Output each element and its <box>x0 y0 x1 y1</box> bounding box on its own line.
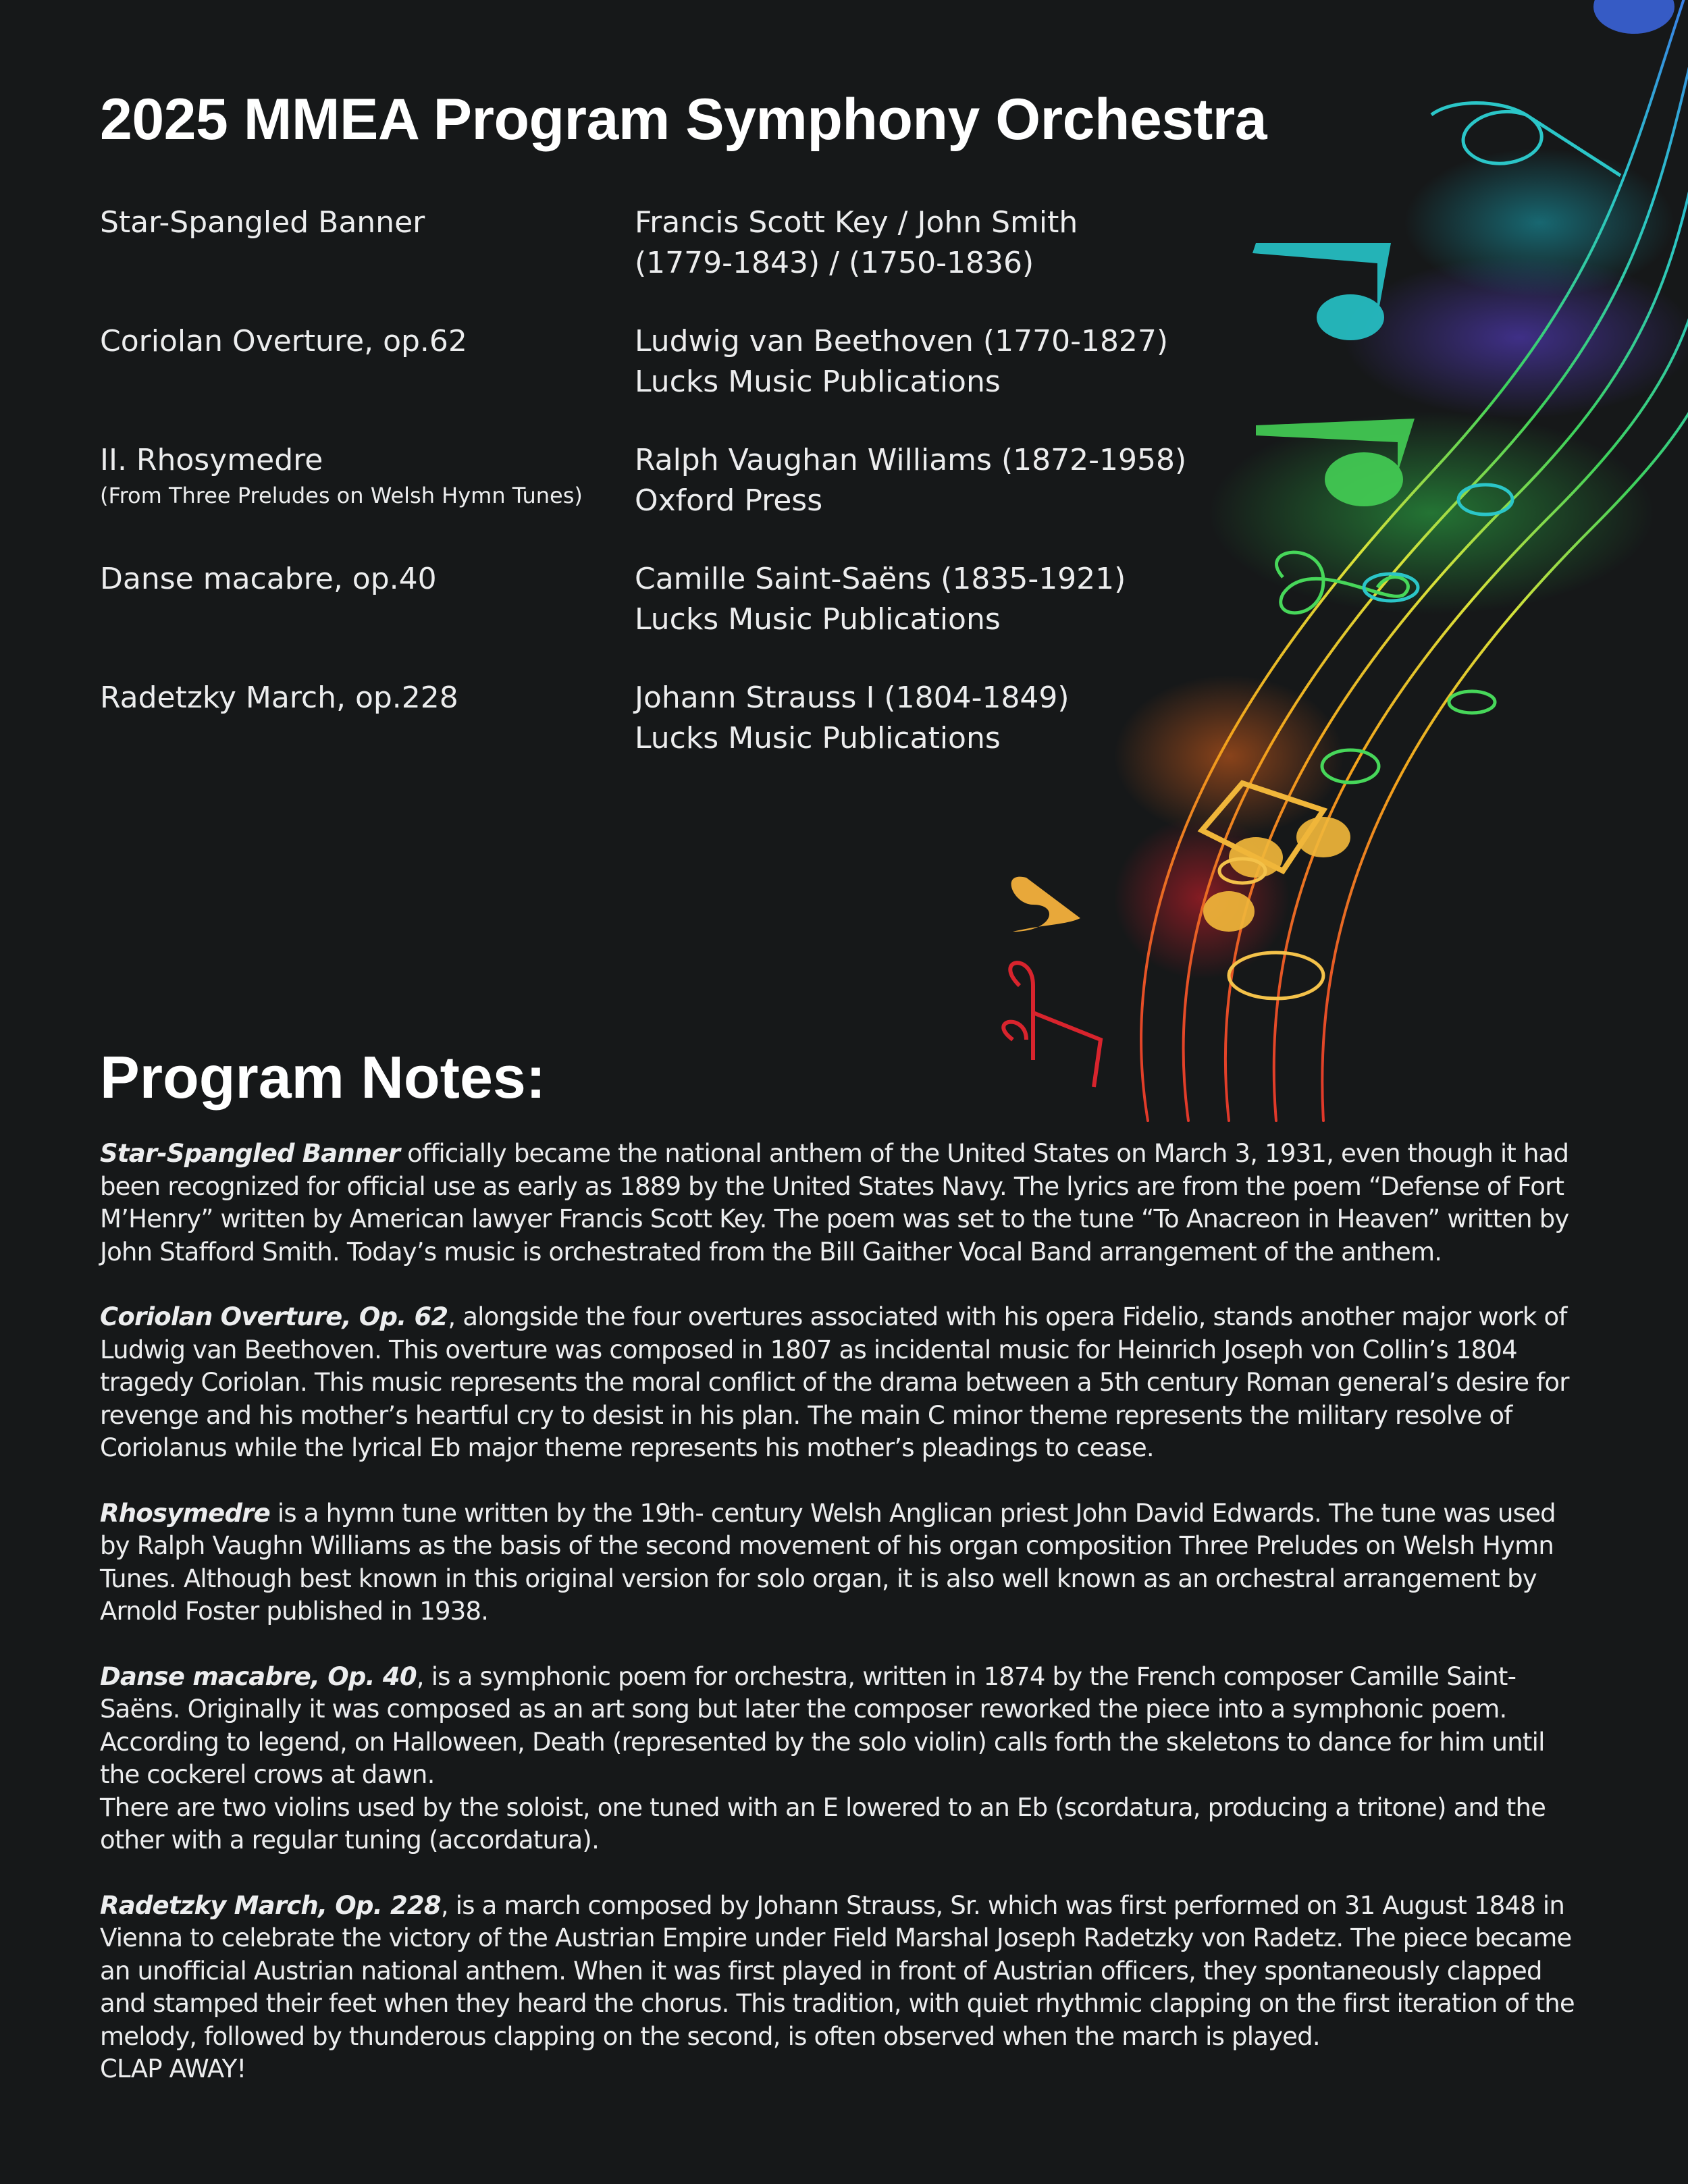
note-lead: Star-Spangled Banner <box>100 1139 400 1168</box>
piece-title <box>100 440 627 510</box>
note-text: , alongside the four overtures associated with his opera Fidelio, stands another major work of Ludwig van Beethoven. This overture was composed in 1807 as incidental music for Heinrich Joseph von Collin’s 1804 tragedy Coriolan. This music represents the moral conflict of the drama between a 5th century Roman general’s desire for revenge and his mother’s heartful cry to desist in his plan. The main C minor theme represents the military resolve of Coriolanus while the lyrical Eb major theme represents his mother’s pleadings to cease. <box>100 1302 1569 1462</box>
note-text: officially became the national anthem of the United States on March 3, 1931, even though it had been recognized for official use as early as 1889 by the United States Navy. The lyrics are from the poem “Defense of Fort M’Henry” written by American lawyer Francis Scott Key. The poem was set to the tune “To Anacreon in Heaven” written by John Stafford Smith. Today’s music is orchestrated from the Bill Gaither Vocal Band arrangement of the anthem. <box>100 1139 1569 1267</box>
note-lead: Rhosymedre <box>100 1498 270 1528</box>
piece-subtitle: (From Three Preludes on Welsh Hymn Tunes) <box>100 483 583 508</box>
note-paragraph <box>100 1661 1589 1857</box>
note-extra-line: There are two violins used by the soloist, one tuned with an E lowered to an Eb (scordatura, producing a tritone) and the other with a regular tuning (accordatura). <box>100 1792 1546 1855</box>
piece-title <box>100 203 627 243</box>
note-text: , is a symphonic poem for orchestra, written in 1874 by the French composer Camille Saint-Saëns. Originally it was composed as an art song but later the composer reworked the piece into a symphonic poem. According to legend, on Halloween, Death (represented by the solo violin) calls forth the skeletons to dance for him until the cockerel crows at dawn. <box>100 1661 1545 1789</box>
note-extra-line: CLAP AWAY! <box>100 2054 246 2083</box>
composer-info <box>635 678 1215 759</box>
note-paragraph <box>100 1497 1589 1628</box>
composer-line: Francis Scott Key / John Smith <box>635 205 1078 240</box>
note-text: is a hymn tune written by the 19th- century Welsh Anglican priest John David Edwards. The tune was used by Ralph Vaughn Williams as the basis of the second movement of his organ composition Three Preludes on Welsh Hymn Tunes. Although best known in this original version for solo organ, it is also well known as an orchestral arrangement by Arnold Foster published in 1938. <box>100 1498 1556 1626</box>
note-paragraph <box>100 1138 1589 1269</box>
note-paragraph <box>100 1301 1589 1465</box>
program-row <box>100 203 1214 321</box>
page-title: 2025 MMEA Program Symphony Orchestra <box>100 87 1267 152</box>
composer-line: Ralph Vaughan Williams (1872-1958) <box>635 443 1187 477</box>
program-row <box>100 321 1214 440</box>
composer-line: (1779-1843) / (1750-1836) <box>635 246 1034 280</box>
composer-info <box>635 559 1215 640</box>
note-lead: Coriolan Overture, Op. 62 <box>100 1302 448 1331</box>
piece-title <box>100 559 627 600</box>
piece-name: Radetzky March, op.228 <box>100 681 458 715</box>
notes-heading: Program Notes: <box>100 1044 546 1111</box>
composer-line: Lucks Music Publications <box>635 602 1001 637</box>
program-list <box>100 203 1214 797</box>
composer-line: Lucks Music Publications <box>635 365 1001 399</box>
composer-line: Lucks Music Publications <box>635 721 1001 755</box>
program-row <box>100 559 1214 678</box>
piece-name: Star-Spangled Banner <box>100 205 425 240</box>
composer-info <box>635 203 1215 284</box>
composer-line: Oxford Press <box>635 483 823 518</box>
composer-info <box>635 321 1215 402</box>
composer-line: Ludwig van Beethoven (1770-1827) <box>635 324 1169 358</box>
note-lead: Danse macabre, Op. 40 <box>100 1661 417 1691</box>
program-row <box>100 678 1214 797</box>
piece-title <box>100 678 627 718</box>
piece-name: Coriolan Overture, op.62 <box>100 324 467 358</box>
piece-title <box>100 321 627 362</box>
piece-name: Danse macabre, op.40 <box>100 562 437 596</box>
composer-line: Camille Saint-Saëns (1835-1921) <box>635 562 1126 596</box>
note-lead: Radetzky March, Op. 228 <box>100 1890 441 1920</box>
program-notes <box>100 1138 1589 2119</box>
note-paragraph <box>100 1890 1589 2086</box>
composer-line: Johann Strauss I (1804-1849) <box>635 681 1070 715</box>
piece-name: II. Rhosymedre <box>100 443 323 477</box>
note-text: , is a march composed by Johann Strauss, Sr. which was first performed on 31 August 1848 in Vienna to celebrate the victory of the Austrian Empire under Field Marshal Joseph Radetzky von Radetz. The piece became an unofficial Austrian national anthem. When it was first played in front of Austrian officers, they spontaneously clapped and stamped their feet when they heard the chorus. This tradition, with quiet rhythmic clapping on the first iteration of the melody, followed by thunderous clapping on the second, is often observed when the march is played. <box>100 1890 1575 2051</box>
program-row <box>100 440 1214 559</box>
composer-info <box>635 440 1215 521</box>
